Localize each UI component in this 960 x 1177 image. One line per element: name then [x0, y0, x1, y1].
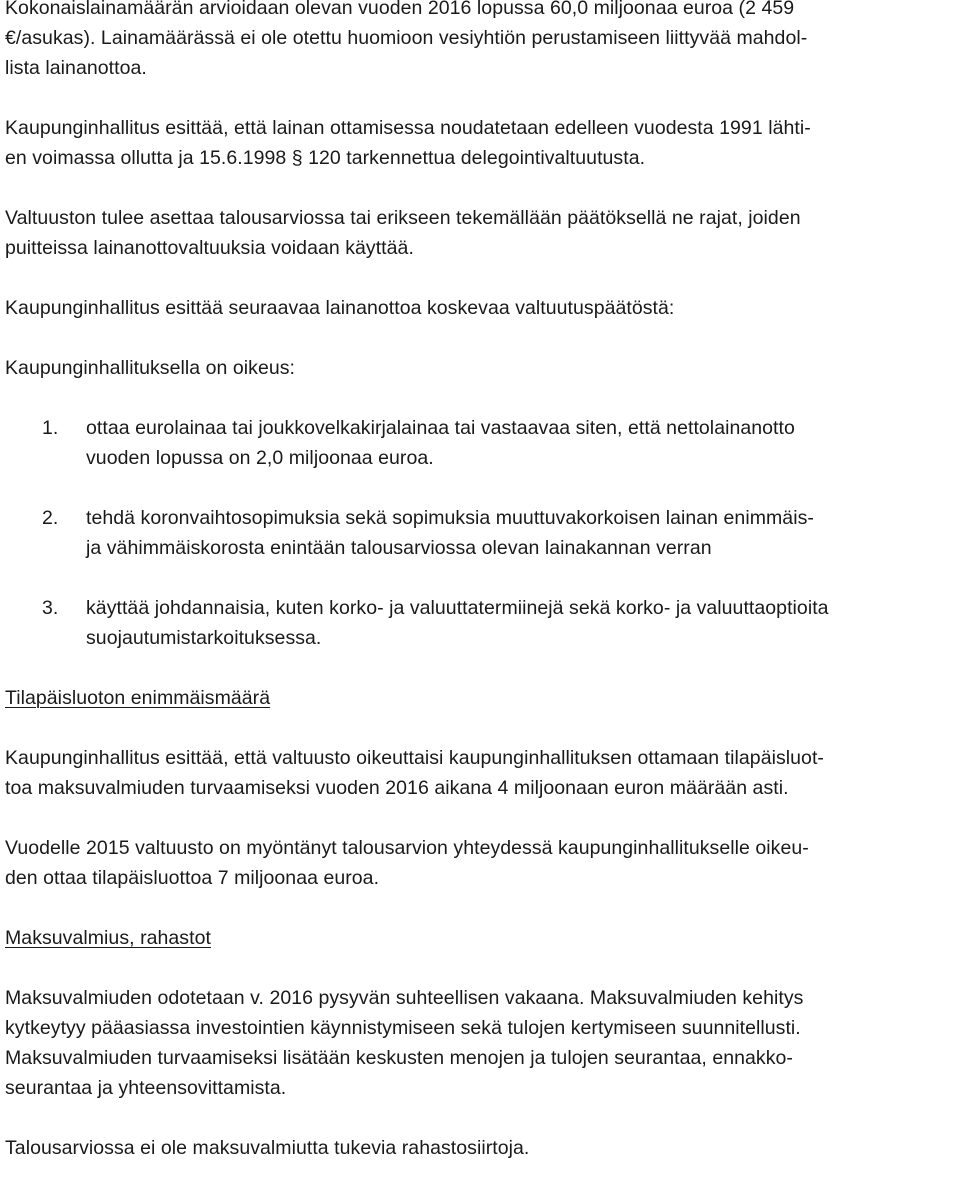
list-item-number: 1. [42, 417, 59, 439]
text-line: ja vähimmäiskorosta enintään talousarviossa olevan lainakannan verran [86, 537, 712, 559]
text-line: Kaupunginhallitus esittää, että lainan ottamisessa noudatetaan edelleen vuodesta 1991 lähti- [5, 117, 811, 139]
list-item-number: 3. [42, 597, 59, 619]
text-line: Maksuvalmiuden turvaamiseksi lisätään keskusten menojen ja tulojen seurantaa, ennakko- [5, 1047, 793, 1069]
text-line: suojautumistarkoituksessa. [86, 627, 322, 649]
text-line: toa maksuvalmiuden turvaamiseksi vuoden 2016 aikana 4 miljoonaan euron määrään asti. [5, 777, 789, 799]
text-line: käyttää johdannaisia, kuten korko- ja valuuttatermiinejä sekä korko- ja valuuttaoptioita [86, 597, 829, 619]
paragraph-loan-total [5, 0, 955, 83]
paragraph-2015-loan [5, 833, 955, 893]
text-line: lista lainanottoa. [5, 57, 147, 79]
list-item [5, 593, 955, 653]
paragraph-proposal-intro [5, 293, 955, 323]
text-line: Talousarviossa ei ole maksuvalmiutta tukevia rahastosiirtoja. [5, 1137, 530, 1159]
list-item [5, 413, 955, 473]
text-line: en voimassa ollutta ja 15.6.1998 § 120 tarkennettua delegointivaltuutusta. [5, 147, 646, 169]
text-line: kytkeytyy pääasiassa investointien käynnistymiseen sekä tulojen kertymiseen suunnitellusti. [5, 1017, 801, 1039]
heading-text: Tilapäisluoton enimmäismäärä [5, 687, 271, 709]
text-line: Kokonaislainamäärän arvioidaan olevan vuoden 2016 lopussa 60,0 miljoonaa euroa (2 459 [5, 0, 795, 19]
paragraph-council-limits [5, 203, 955, 263]
paragraph-liquidity [5, 983, 955, 1103]
section-heading-tilapaisluotto [5, 683, 955, 713]
paragraph-short-term-loan [5, 743, 955, 803]
list-item-number: 2. [42, 507, 59, 529]
heading-text: Maksuvalmius, rahastot [5, 927, 211, 949]
text-line: puitteissa lainanottovaltuuksia voidaan käyttää. [5, 237, 414, 259]
text-line: Valtuuston tulee asettaa talousarviossa tai erikseen tekemällään päätöksellä ne rajat, joiden [5, 207, 801, 229]
text-line: Maksuvalmiuden odotetaan v. 2016 pysyvän suhteellisen vakaana. Maksuvalmiuden kehitys [5, 987, 804, 1009]
text-line: seurantaa ja yhteensovittamista. [5, 1077, 287, 1099]
text-line: vuoden lopussa on 2,0 miljoonaa euroa. [86, 447, 434, 469]
text-line: ottaa eurolainaa tai joukkovelkakirjalainaa tai vastaavaa siten, että nettolainanotto [86, 417, 795, 439]
text-line: Kaupunginhallituksella on oikeus: [5, 357, 296, 379]
paragraph-fund-transfers [5, 1133, 955, 1163]
list-item [5, 503, 955, 563]
section-heading-maksuvalmius [5, 923, 955, 953]
text-line: Kaupunginhallitus esittää seuraavaa lainanottoa koskevaa valtuutuspäätöstä: [5, 297, 675, 319]
paragraph-delegation [5, 113, 955, 173]
text-line: den ottaa tilapäisluottoa 7 miljoonaa euroa. [5, 867, 380, 889]
paragraph-authority [5, 353, 955, 383]
text-line: €/asukas). Lainamäärässä ei ole otettu huomioon vesiyhtiön perustamiseen liittyvää mahdol- [5, 27, 808, 49]
text-line: Kaupunginhallitus esittää, että valtuusto oikeuttaisi kaupunginhallituksen ottamaan tilapäisluot- [5, 747, 824, 769]
text-line: Vuodelle 2015 valtuusto on myöntänyt talousarvion yhteydessä kaupunginhallitukselle oikeu- [5, 837, 809, 859]
text-line: tehdä koronvaihtosopimuksia sekä sopimuksia muuttuvakorkoisen lainan enimmäis- [86, 507, 814, 529]
document-page [5, 0, 955, 1163]
